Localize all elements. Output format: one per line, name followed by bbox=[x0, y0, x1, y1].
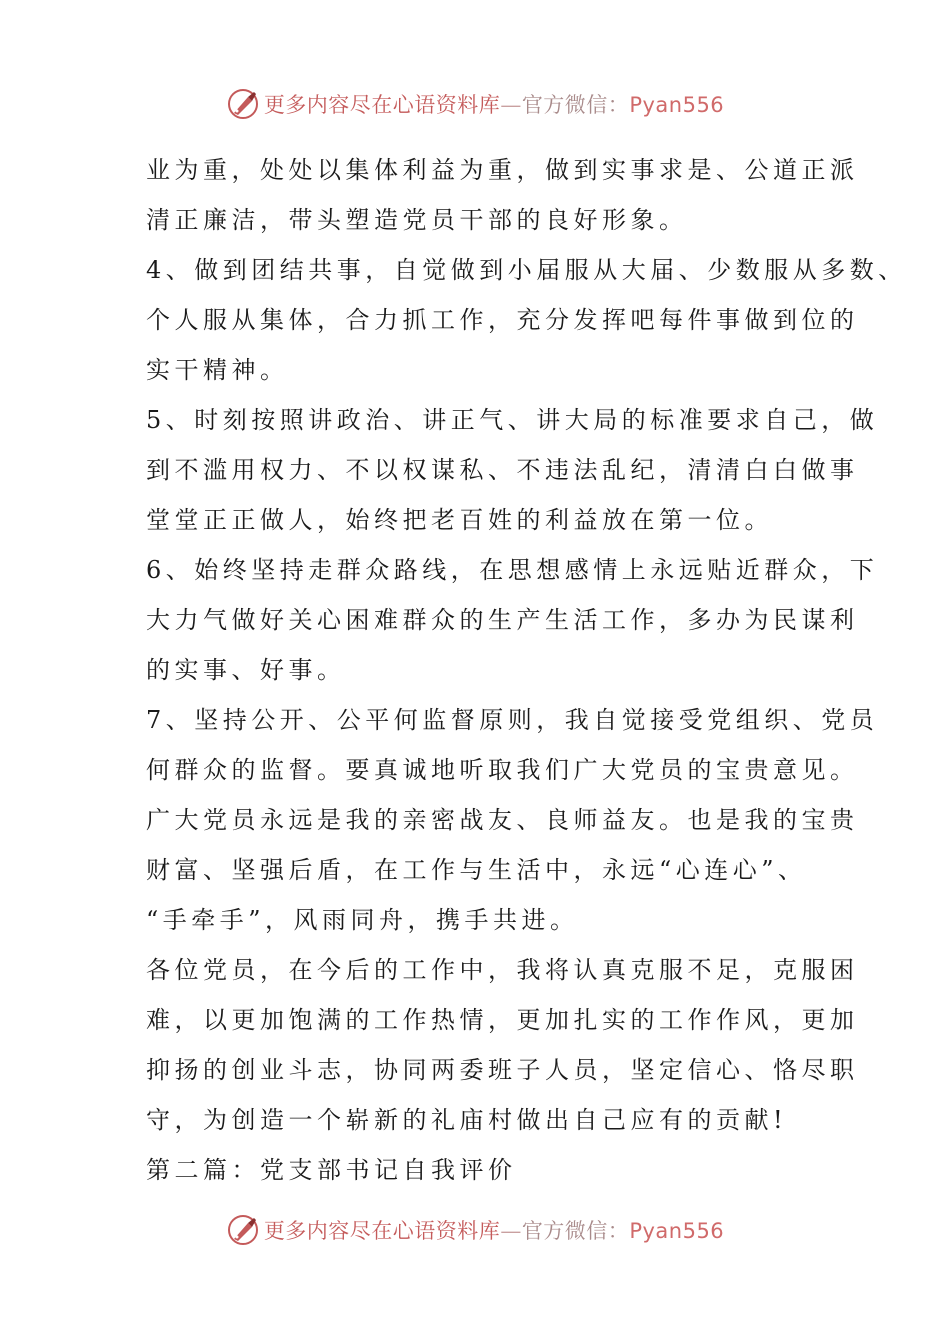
text-line: 抑扬的创业斗志，协同两委班子人员，坚定信心、恪尽职 bbox=[146, 1056, 859, 1084]
text-line: 广大党员永远是我的亲密战友、良师益友。也是我的宝贵 bbox=[146, 806, 859, 834]
text-line: 业为重，处处以集体利益为重，做到实事求是、公道正派 bbox=[146, 156, 859, 184]
text-line: “手牵手”，风雨同舟，携手共进。 bbox=[146, 906, 579, 934]
text-line: 实干精神。 bbox=[146, 356, 289, 384]
pen-nib-logo-icon bbox=[226, 1213, 260, 1247]
banner-wechat-id: Pyan556 bbox=[629, 1219, 725, 1243]
header-banner bbox=[0, 84, 950, 124]
text-line: 的实事、好事。 bbox=[146, 656, 346, 684]
banner-wechat-id: Pyan556 bbox=[629, 93, 725, 117]
text-line: 5、时刻按照讲政治、讲正气、讲大局的标准要求自己，做 bbox=[146, 406, 879, 434]
text-line: 各位党员，在今后的工作中，我将认真克服不足，克服困 bbox=[146, 956, 859, 984]
banner-separator: — bbox=[500, 93, 522, 117]
text-line: 难，以更加饱满的工作热情，更加扎实的工作作风，更加 bbox=[146, 1006, 859, 1034]
banner-wechat-label: 官方微信： bbox=[521, 1219, 630, 1243]
banner-text bbox=[264, 89, 724, 119]
text-line: 守，为创造一个崭新的礼庙村做出自己应有的贡献! bbox=[146, 1106, 788, 1134]
text-line: 7、坚持公开、公平何监督原则，我自觉接受党组织、党员 bbox=[146, 706, 879, 734]
text-line: 6、始终坚持走群众路线，在思想感情上永远贴近群众，下 bbox=[146, 556, 879, 584]
text-line: 4、做到团结共事，自觉做到小届服从大届、少数服从多数、 bbox=[146, 256, 907, 284]
text-line: 大力气做好关心困难群众的生产生活工作，多办为民谋利 bbox=[146, 606, 859, 634]
text-line: 堂堂正正做人，始终把老百姓的利益放在第一位。 bbox=[146, 506, 773, 534]
section-heading: 第二篇：党支部书记自我评价 bbox=[146, 1156, 517, 1184]
banner-brand: 更多内容尽在心语资料库 bbox=[263, 1219, 501, 1243]
footer-banner bbox=[0, 1210, 950, 1250]
text-line: 何群众的监督。要真诚地听取我们广大党员的宝贵意见。 bbox=[146, 756, 859, 784]
banner-brand: 更多内容尽在心语资料库 bbox=[263, 93, 501, 117]
text-line: 财富、坚强后盾，在工作与生活中，永远“心连心”、 bbox=[146, 856, 807, 884]
pen-nib-logo-icon bbox=[226, 87, 260, 121]
document-body bbox=[146, 145, 907, 1195]
text-line: 个人服从集体，合力抓工作，充分发挥吧每件事做到位的 bbox=[146, 306, 859, 334]
text-line: 到不滥用权力、不以权谋私、不违法乱纪，清清白白做事 bbox=[146, 456, 859, 484]
text-line: 清正廉洁，带头塑造党员干部的良好形象。 bbox=[146, 206, 688, 234]
banner-separator: — bbox=[500, 1219, 522, 1243]
banner-text bbox=[264, 1215, 724, 1245]
banner-wechat-label: 官方微信： bbox=[521, 93, 630, 117]
